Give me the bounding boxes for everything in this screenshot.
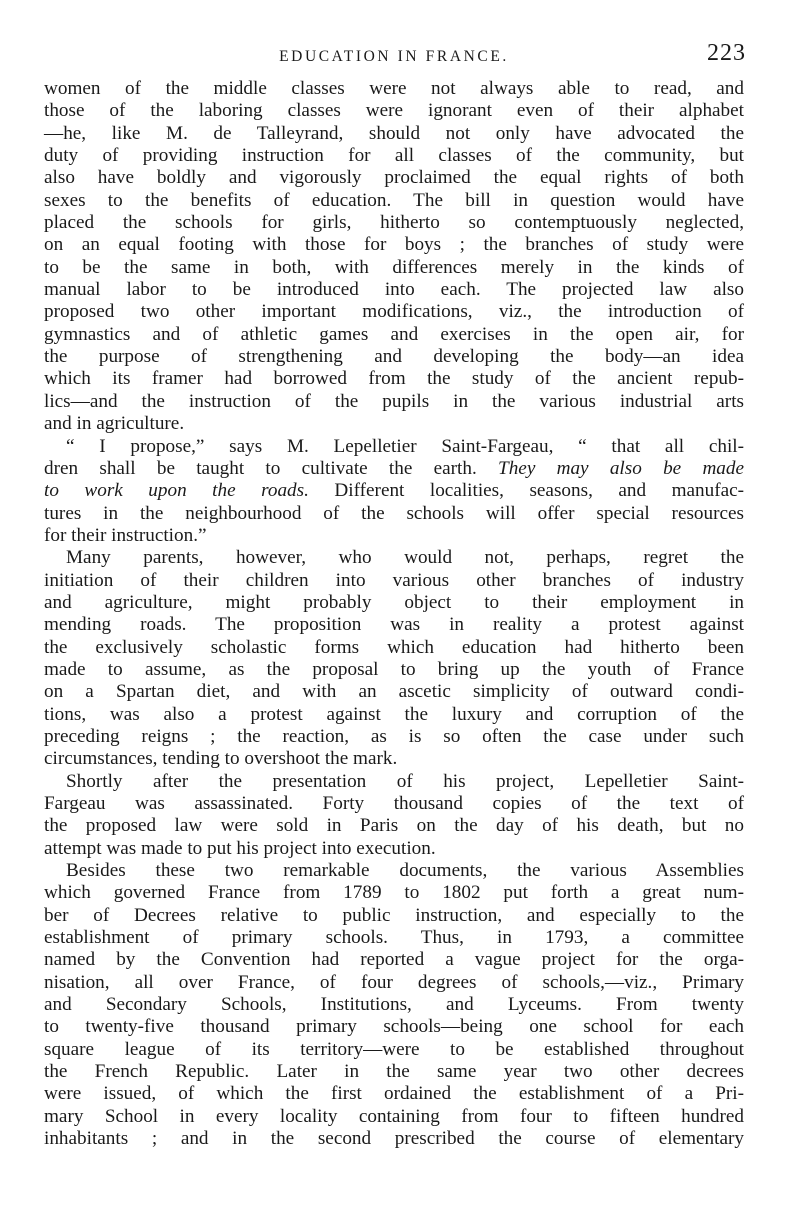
italic-quote: to work upon the roads. xyxy=(44,480,309,502)
line-text: circumstances, tending to overshoot the mark. xyxy=(44,748,398,770)
line-text: square league of its territory—were to be established throughout xyxy=(44,1038,744,1060)
line-text: Besides these two remarkable documents, the various Assemblies xyxy=(66,860,744,882)
text-line xyxy=(44,480,744,502)
text-line xyxy=(44,279,744,301)
text-line xyxy=(44,212,744,234)
line-text: on an equal footing with those for boys ; the branches of study were xyxy=(44,234,744,256)
text-line xyxy=(44,368,744,390)
line-text: the purpose of strengthening and developing the body—an idea xyxy=(44,346,744,368)
line-text: Different localities, seasons, and manufac- xyxy=(334,480,745,502)
line-text: sexes to the benefits of education. The bill in question would have xyxy=(44,189,744,211)
text-line xyxy=(44,614,744,636)
line-text: on a Spartan diet, and with an ascetic simplicity of outward condi- xyxy=(44,681,744,703)
line-text: duty of providing instruction for all classes of the community, but xyxy=(44,145,744,167)
line-text: the French Republic. Later in the same year two other decrees xyxy=(44,1061,744,1083)
line-text: placed the schools for girls, hitherto so contemptuously neglected, xyxy=(44,212,744,234)
text-line xyxy=(44,927,744,949)
line-text: Shortly after the presentation of his project, Lepelletier Saint- xyxy=(66,770,744,792)
line-text: those of the laboring classes were ignorant even of their alphabet xyxy=(44,100,744,122)
line-text: establishment of primary schools. Thus, in 1793, a committee xyxy=(44,927,744,949)
line-text: inhabitants ; and in the second prescribed the course of elementary xyxy=(44,1128,744,1150)
line-text: which governed France from 1789 to 1802 put forth a great num- xyxy=(44,882,744,904)
text-line xyxy=(44,391,744,413)
line-text: also have boldly and vigorously proclaimed the equal rights of both xyxy=(44,167,744,189)
text-line xyxy=(44,726,744,748)
line-text: mending roads. The proposition was in reality a protest against xyxy=(44,614,744,636)
text-line xyxy=(44,972,744,994)
line-text: gymnastics and of athletic games and exercises in the open air, for xyxy=(44,323,744,345)
line-text: lics—and the instruction of the pupils in the various industrial arts xyxy=(44,390,744,412)
line-text: Many parents, however, who would not, perhaps, regret the xyxy=(66,547,744,569)
text-line xyxy=(44,681,744,703)
text-line xyxy=(44,1039,744,1061)
line-text: nisation, all over France, of four degrees of schools,—viz., Primary xyxy=(44,971,744,993)
line-text: Fargeau was assassinated. Forty thousand copies of the text of xyxy=(44,793,744,814)
text-line xyxy=(44,637,744,659)
line-text: and Secondary Schools, Institutions, and Lyceums. From twenty xyxy=(44,994,744,1016)
line-text: preceding reigns ; the reaction, as is so often the case under such xyxy=(44,725,744,747)
text-line xyxy=(44,704,744,726)
text-line xyxy=(44,257,744,279)
text-line xyxy=(44,503,744,525)
text-line xyxy=(44,100,744,122)
text-line xyxy=(44,525,744,547)
text-line xyxy=(44,793,744,815)
text-line xyxy=(44,324,744,346)
text-line xyxy=(44,860,744,882)
text-line xyxy=(44,458,744,480)
line-text: ber of Decrees relative to public instruction, and especially to the xyxy=(44,904,744,926)
line-text: proposed two other important modifications, viz., the introduction of xyxy=(44,301,744,323)
body-text xyxy=(44,78,744,1151)
text-line xyxy=(44,592,744,614)
text-line xyxy=(44,1083,744,1105)
text-line xyxy=(44,547,744,569)
text-line xyxy=(44,78,744,100)
line-text: which its framer had borrowed from the study of the ancient repub- xyxy=(44,368,744,390)
text-line xyxy=(44,145,744,167)
text-line xyxy=(44,994,744,1016)
line-text: made to assume, as the proposal to bring up the youth of France xyxy=(44,658,744,680)
line-text: named by the Convention had reported a vague project for the orga- xyxy=(44,949,744,971)
line-text: and agriculture, might probably object to their employment in xyxy=(44,591,744,613)
text-line xyxy=(44,301,744,323)
text-line xyxy=(44,748,744,770)
line-text: for their instruction.” xyxy=(44,524,207,546)
book-page xyxy=(44,38,744,1151)
text-line xyxy=(44,1106,744,1128)
text-line xyxy=(44,570,744,592)
line-text: the proposed law were sold in Paris on the day of his death, but no xyxy=(44,815,744,837)
line-text: manual labor to be introduced into each. The projected law also xyxy=(44,279,744,301)
text-line xyxy=(44,1128,744,1150)
text-line xyxy=(44,167,744,189)
text-line xyxy=(44,949,744,971)
line-text: “ I propose,” says M. Lepelletier Saint-Fargeau, “ that all chil- xyxy=(66,435,744,457)
text-line xyxy=(44,190,744,212)
line-text: tions, was also a protest against the luxury and corruption of the xyxy=(44,703,744,725)
text-line xyxy=(44,838,744,860)
line-text: initiation of their children into various other branches of industry xyxy=(44,569,744,591)
line-text: mary School in every locality containing from four to fifteen hundred xyxy=(44,1105,744,1127)
text-line xyxy=(44,1061,744,1083)
line-text: and in agriculture. xyxy=(44,413,185,435)
line-text: attempt was made to put his project into execution. xyxy=(44,837,436,859)
line-text: dren shall be taught to cultivate the earth. xyxy=(44,457,477,479)
text-line xyxy=(44,905,744,927)
text-line xyxy=(44,123,744,145)
text-line xyxy=(44,882,744,904)
line-text: to twenty-five thousand primary schools—being one school for each xyxy=(44,1016,744,1038)
line-text: the exclusively scholastic forms which education had hitherto been xyxy=(44,636,744,658)
text-line xyxy=(44,413,744,435)
text-line xyxy=(44,771,744,793)
running-title: EDUCATION IN FRANCE. xyxy=(279,48,509,65)
text-line xyxy=(44,815,744,837)
text-line xyxy=(44,659,744,681)
text-line xyxy=(44,1016,744,1038)
line-text: women of the middle classes were not always able to read, and xyxy=(44,78,744,99)
line-text: tures in the neighbourhood of the schools will offer special resources xyxy=(44,502,744,524)
page-number: 223 xyxy=(707,40,746,66)
line-text: to be the same in both, with differences merely in the kinds of xyxy=(44,256,744,278)
text-line xyxy=(44,436,744,458)
text-line xyxy=(44,346,744,368)
text-line xyxy=(44,234,744,256)
running-header xyxy=(44,38,744,78)
line-text: —he, like M. de Talleyrand, should not only have advocated the xyxy=(44,122,744,144)
line-text: were issued, of which the first ordained the establishment of a Pri- xyxy=(44,1083,744,1105)
italic-quote: They may also be made xyxy=(498,457,744,479)
